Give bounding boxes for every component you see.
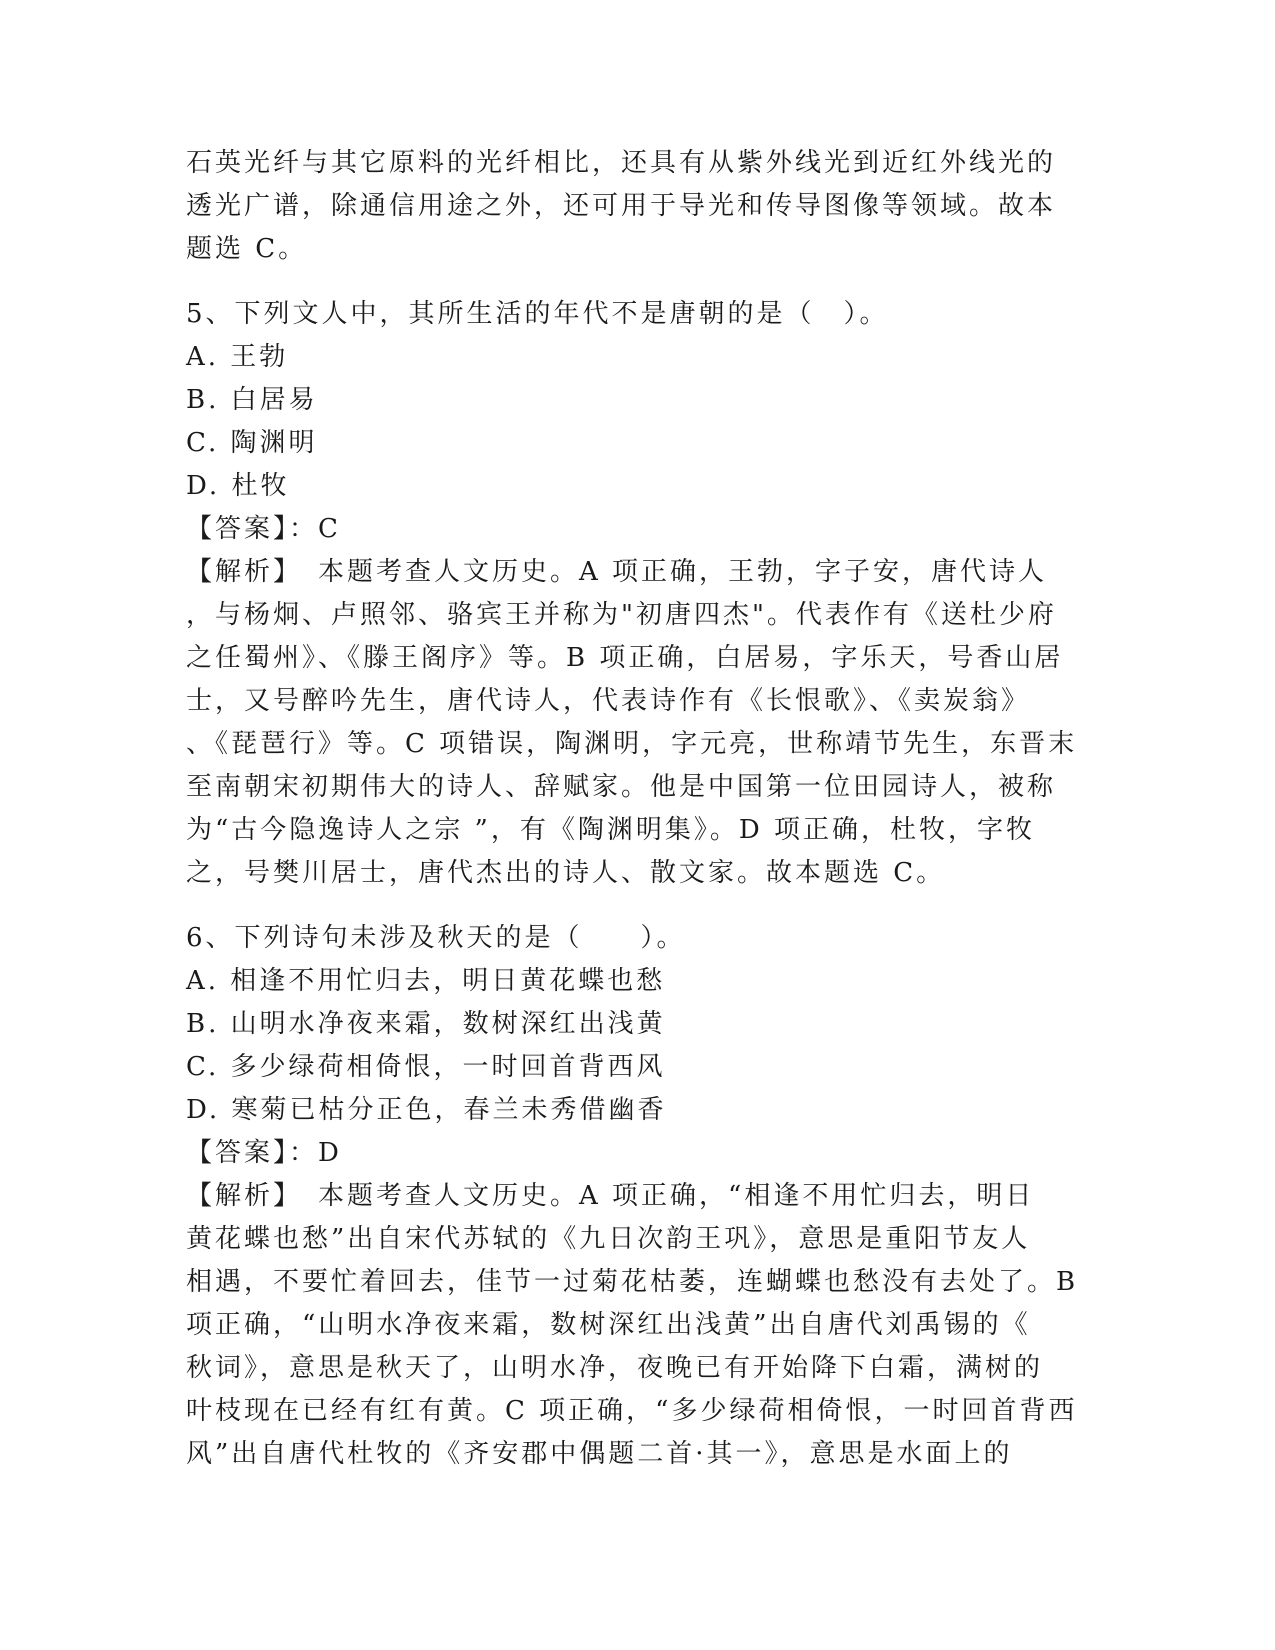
question-text: 6、下列诗句未涉及秋天的是（ ）。 [186,923,686,953]
analysis-line: 秋词》，意思是秋天了，山明水净，夜晚已有开始降下白霜，满树的 [186,1353,1044,1383]
analysis-line: 之，号樊川居士，唐代杰出的诗人、散文家。故本题选 C。 [186,858,946,888]
option-a: A. 相逢不用忙归去，明日黄花蝶也愁 [186,966,666,996]
question-text: 5、下列文人中，其所生活的年代不是唐朝的是（ ）。 [186,299,889,329]
answer-line: 【答案】：D [186,1138,342,1168]
analysis [186,1175,1086,1476]
analysis-line: 【解析】 本题考查人文历史。A 项正确，“相逢不用忙归去，明日 [186,1181,1035,1211]
question-6 [186,917,1086,1476]
answer-line: 【答案】：C [186,514,341,544]
text-line: 透光广谱，除通信用途之外，还可用于导光和传导图像等领域。故本 [186,191,1057,221]
analysis-line: 至南朝宋初期伟大的诗人、辞赋家。他是中国第一位田园诗人，被称 [186,772,1057,802]
intro-paragraph [186,142,1086,271]
analysis-line: 黄花蝶也愁”出自宋代苏轼的《九日次韵王巩》，意思是重阳节友人 [186,1224,1031,1254]
question-5 [186,293,1086,895]
document-page [186,142,1086,1476]
analysis-line: 项正确，“山明水净夜来霜，数树深红出浅黄”出自唐代刘禹锡的《 [186,1310,1031,1340]
analysis-line: 叶枝现在已经有红有黄。C 项正确，“多少绿荷相倚恨，一时回首背西 [186,1396,1078,1426]
analysis [186,551,1086,895]
option-c: C. 陶渊明 [186,428,318,458]
analysis-line: 为“古今隐逸诗人之宗 ”，有《陶渊明集》。D 项正确，杜牧，字牧 [186,815,1035,845]
analysis-line: 【解析】 本题考查人文历史。A 项正确，王勃，字子安，唐代诗人 [186,557,1048,587]
text-line: 石英光纤与其它原料的光纤相比，还具有从紫外线光到近红外线光的 [186,148,1057,178]
option-d: D. 寒菊已枯分正色，春兰未秀借幽香 [186,1095,667,1125]
analysis-line: 相遇，不要忙着回去，佳节一过菊花枯萎，连蝴蝶也愁没有去处了。B [186,1267,1079,1297]
analysis-line: 之任蜀州》、《滕王阁序》等。B 项正确，白居易，字乐天，号香山居 [186,643,1064,673]
option-b: B. 白居易 [186,385,318,415]
option-c: C. 多少绿荷相倚恨，一时回首背西风 [186,1052,666,1082]
analysis-line: 、《琵琶行》等。C 项错误，陶渊明，字元亮，世称靖节先生，东晋末 [186,729,1078,759]
option-a: A. 王勃 [186,342,289,372]
option-b: B. 山明水净夜来霜，数树深红出浅黄 [186,1009,666,1039]
analysis-line: ，与杨炯、卢照邻、骆宾王并称为"初唐四杰"。代表作有《送杜少府 [186,600,1057,630]
text-line: 题选 C。 [186,234,308,264]
option-d: D. 杜牧 [186,471,290,501]
analysis-line: 风”出自唐代杜牧的《齐安郡中偶题二首·其一》，意思是水面上的 [186,1439,1013,1469]
analysis-line: 士，又号醉吟先生，唐代诗人，代表诗作有《长恨歌》、《卖炭翁》 [186,686,1031,716]
